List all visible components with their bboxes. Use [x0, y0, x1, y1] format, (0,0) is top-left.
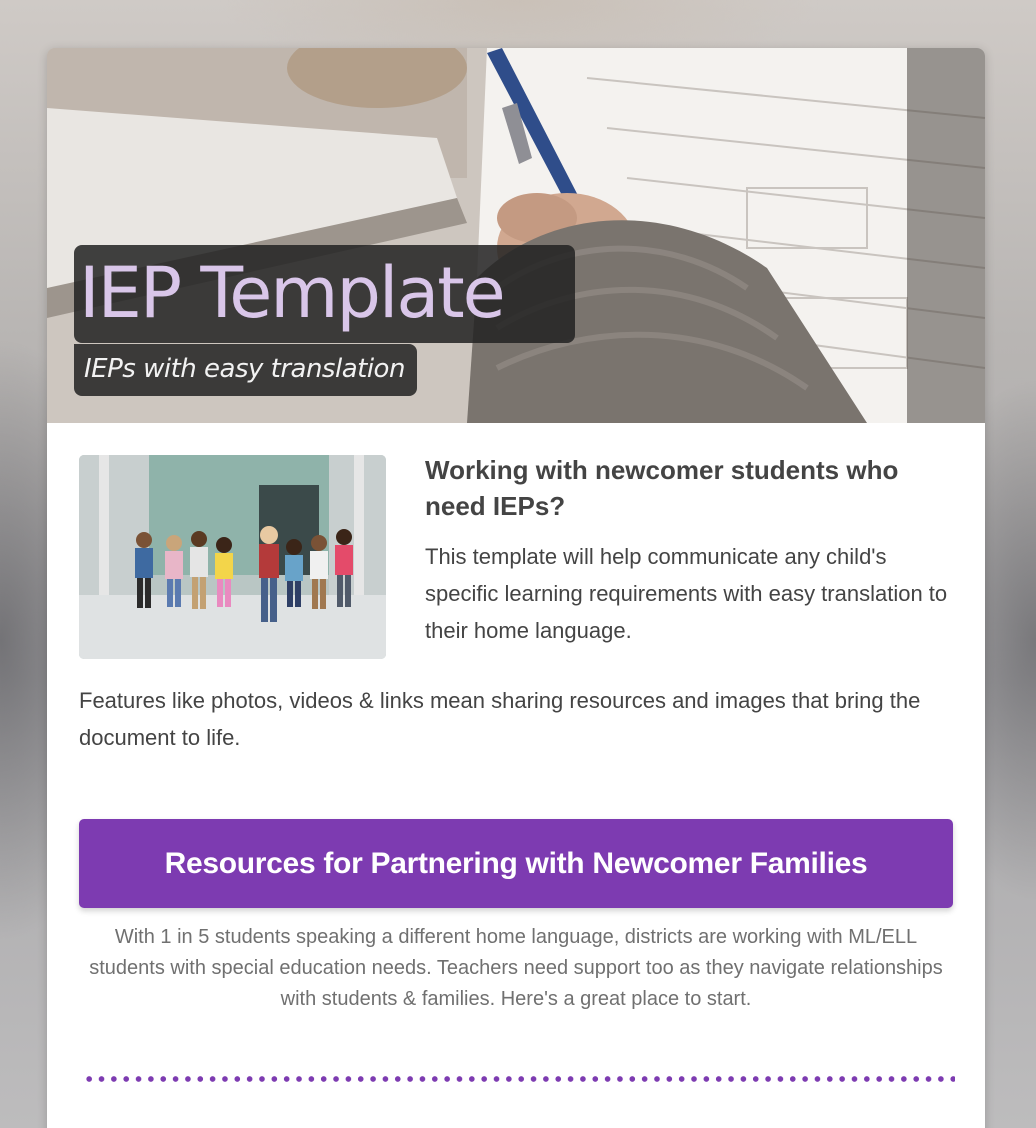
- intro-heading: Working with newcomer students who need IEPs?: [425, 455, 899, 521]
- hero-banner: [47, 48, 985, 423]
- intro-body: This template will help communicate any child's specific learning requirements with easy translation to their home language.: [425, 544, 948, 643]
- resources-button-label: Resources for Partnering with Newcomer Families: [164, 846, 868, 880]
- features-paragraph: Features like photos, videos & links mean sharing resources and images that bring the document to life.: [79, 688, 921, 750]
- kids-running-photo: [79, 455, 386, 659]
- resources-description: With 1 in 5 students speaking a different home language, districts are working with ML/ELL students with special education needs. Teachers need support too as they navigate relationships with students & families. Here's a great place to start.: [89, 926, 943, 1010]
- newsletter-card: [47, 48, 985, 1128]
- hero-subtitle: IEPs with easy translation: [84, 354, 405, 384]
- hero-title: IEP Template: [79, 252, 504, 334]
- dotted-divider: [83, 1076, 955, 1082]
- resources-button[interactable]: [79, 819, 953, 908]
